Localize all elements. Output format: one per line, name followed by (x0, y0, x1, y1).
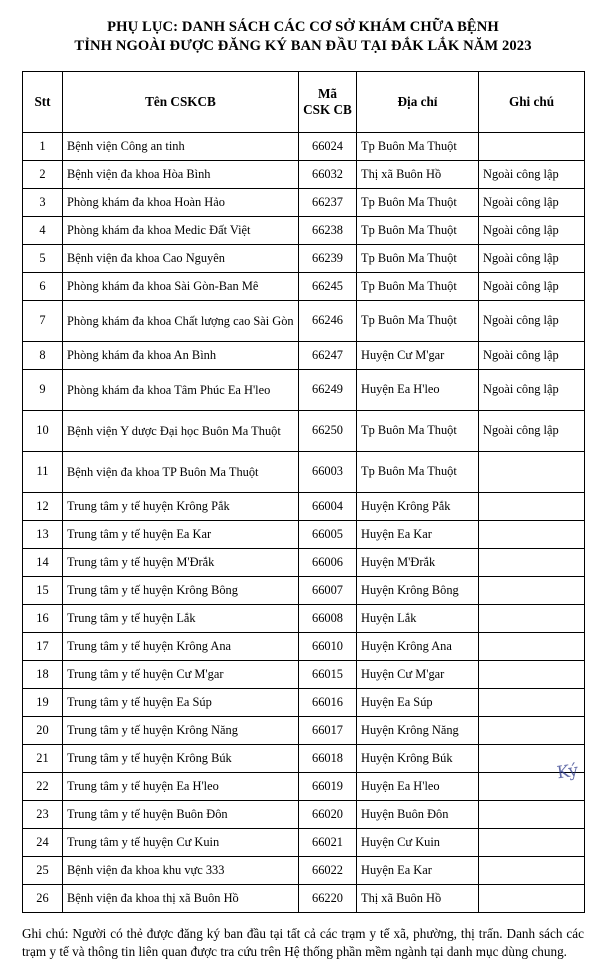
cell-address: Thị xã Buôn Hồ (357, 884, 479, 912)
cell-facility-code: 66249 (299, 369, 357, 410)
cell-stt: 5 (23, 244, 63, 272)
page-title (22, 18, 584, 57)
cell-note (479, 688, 585, 716)
table-header-row (23, 71, 585, 132)
cell-facility-name: Trung tâm y tế huyện Lắk (63, 604, 299, 632)
cell-facility-code: 66245 (299, 272, 357, 300)
cell-stt: 20 (23, 716, 63, 744)
cell-stt: 26 (23, 884, 63, 912)
cell-facility-name: Bệnh viện đa khoa Hòa Bình (63, 160, 299, 188)
cell-stt: 18 (23, 660, 63, 688)
cell-facility-name: Trung tâm y tế huyện Krông Ana (63, 632, 299, 660)
cell-address: Huyện Krông Năng (357, 716, 479, 744)
cell-stt: 24 (23, 828, 63, 856)
cell-facility-code: 66016 (299, 688, 357, 716)
cell-stt: 22 (23, 772, 63, 800)
cell-facility-code: 66220 (299, 884, 357, 912)
cell-facility-name: Phòng khám đa khoa Hoàn Hảo (63, 188, 299, 216)
cell-facility-name: Trung tâm y tế huyện Krông Pắk (63, 492, 299, 520)
table-row (23, 160, 585, 188)
cell-note (479, 548, 585, 576)
cell-facility-name: Trung tâm y tế huyện Cư Kuin (63, 828, 299, 856)
table-header (23, 71, 585, 132)
cell-note: Ngoài công lập (479, 410, 585, 451)
cell-facility-code: 66024 (299, 132, 357, 160)
column-header-name: Tên CSKCB (63, 71, 299, 132)
footnote: Ghi chú: Người có thẻ được đăng ký ban đầu tại tất cả các trạm y tế xã, phường, thị trấn. Danh sách các trạm y tế và thông tin liên quan được tra cứu trên Hệ thống phần mềm ngành tại danh mục dùng chung. (22, 925, 584, 959)
cell-facility-code: 66017 (299, 716, 357, 744)
cell-stt: 12 (23, 492, 63, 520)
facility-table (22, 71, 585, 913)
cell-note: Ngoài công lập (479, 160, 585, 188)
cell-address: Huyện Ea Kar (357, 520, 479, 548)
cell-note: Ngoài công lập (479, 369, 585, 410)
table-row (23, 341, 585, 369)
table-row (23, 828, 585, 856)
cell-address: Huyện Krông Bông (357, 576, 479, 604)
cell-facility-name: Bệnh viện Y dược Đại học Buôn Ma Thuột (63, 410, 299, 451)
column-header-address: Địa chỉ (357, 71, 479, 132)
cell-stt: 9 (23, 369, 63, 410)
cell-address: Tp Buôn Ma Thuột (357, 410, 479, 451)
cell-stt: 3 (23, 188, 63, 216)
table-row (23, 272, 585, 300)
table-row (23, 772, 585, 800)
table-row (23, 132, 585, 160)
table-row (23, 492, 585, 520)
cell-facility-name: Trung tâm y tế huyện Ea Kar (63, 520, 299, 548)
cell-facility-code: 66250 (299, 410, 357, 451)
cell-stt: 13 (23, 520, 63, 548)
cell-facility-code: 66247 (299, 341, 357, 369)
cell-note: Ngoài công lập (479, 188, 585, 216)
cell-note (479, 660, 585, 688)
cell-address: Tp Buôn Ma Thuột (357, 244, 479, 272)
column-header-code: Mã CSK CB (299, 71, 357, 132)
table-row (23, 604, 585, 632)
cell-facility-code: 66019 (299, 772, 357, 800)
cell-address: Huyện Ea H'leo (357, 369, 479, 410)
cell-stt: 15 (23, 576, 63, 604)
cell-address: Huyện Ea Súp (357, 688, 479, 716)
cell-facility-name: Phòng khám đa khoa Medic Đất Việt (63, 216, 299, 244)
cell-stt: 1 (23, 132, 63, 160)
cell-stt: 17 (23, 632, 63, 660)
cell-stt: 14 (23, 548, 63, 576)
cell-note: Ngoài công lập (479, 244, 585, 272)
cell-facility-name: Phòng khám đa khoa Sài Gòn-Ban Mê (63, 272, 299, 300)
cell-facility-name: Bệnh viện đa khoa thị xã Buôn Hồ (63, 884, 299, 912)
table-row (23, 632, 585, 660)
cell-facility-name: Bệnh viện đa khoa TP Buôn Ma Thuột (63, 451, 299, 492)
cell-address: Thị xã Buôn Hồ (357, 160, 479, 188)
cell-stt: 10 (23, 410, 63, 451)
table-row (23, 369, 585, 410)
cell-address: Huyện Krông Pắk (357, 492, 479, 520)
table-row (23, 188, 585, 216)
cell-facility-name: Trung tâm y tế huyện Cư M'gar (63, 660, 299, 688)
cell-facility-code: 66246 (299, 300, 357, 341)
cell-facility-code: 66032 (299, 160, 357, 188)
cell-address: Tp Buôn Ma Thuột (357, 188, 479, 216)
cell-facility-code: 66021 (299, 828, 357, 856)
cell-note (479, 451, 585, 492)
cell-facility-code: 66006 (299, 548, 357, 576)
cell-address: Huyện M'Đrắk (357, 548, 479, 576)
cell-facility-code: 66020 (299, 800, 357, 828)
cell-facility-name: Trung tâm y tế huyện Ea H'leo (63, 772, 299, 800)
cell-stt: 25 (23, 856, 63, 884)
cell-note (479, 800, 585, 828)
table-row (23, 244, 585, 272)
table-row (23, 451, 585, 492)
page-title-line-1: PHỤ LỤC: DANH SÁCH CÁC CƠ SỞ KHÁM CHỮA BỆNH (107, 19, 499, 35)
cell-address: Huyện Buôn Đôn (357, 800, 479, 828)
cell-facility-code: 66004 (299, 492, 357, 520)
cell-address: Huyện Ea H'leo (357, 772, 479, 800)
table-row (23, 856, 585, 884)
cell-stt: 4 (23, 216, 63, 244)
cell-note: Ngoài công lập (479, 216, 585, 244)
cell-note (479, 856, 585, 884)
cell-facility-name: Bệnh viện đa khoa Cao Nguyên (63, 244, 299, 272)
cell-note (479, 632, 585, 660)
cell-address: Huyện Krông Ana (357, 632, 479, 660)
cell-stt: 23 (23, 800, 63, 828)
cell-facility-code: 66018 (299, 744, 357, 772)
column-header-stt: Stt (23, 71, 63, 132)
table-row (23, 716, 585, 744)
table-row (23, 520, 585, 548)
cell-facility-code: 66022 (299, 856, 357, 884)
page-title-line-2: TỈNH NGOÀI ĐƯỢC ĐĂNG KÝ BAN ĐẦU TẠI ĐẮK LẮK NĂM 2023 (74, 38, 532, 55)
cell-note (479, 132, 585, 160)
cell-note (479, 716, 585, 744)
table-row (23, 548, 585, 576)
cell-address: Tp Buôn Ma Thuột (357, 272, 479, 300)
cell-note (479, 828, 585, 856)
cell-stt: 11 (23, 451, 63, 492)
cell-facility-name: Trung tâm y tế huyện Krông Búk (63, 744, 299, 772)
cell-note (479, 884, 585, 912)
cell-facility-name: Phòng khám đa khoa An Bình (63, 341, 299, 369)
cell-address: Tp Buôn Ma Thuột (357, 216, 479, 244)
cell-facility-code: 66010 (299, 632, 357, 660)
cell-stt: 2 (23, 160, 63, 188)
cell-facility-name: Trung tâm y tế huyện Ea Súp (63, 688, 299, 716)
cell-facility-code: 66238 (299, 216, 357, 244)
cell-facility-name: Phòng khám đa khoa Chất lượng cao Sài Gòn (63, 300, 299, 341)
cell-facility-code: 66008 (299, 604, 357, 632)
table-row (23, 688, 585, 716)
cell-facility-code: 66007 (299, 576, 357, 604)
cell-facility-name: Trung tâm y tế huyện M'Đrắk (63, 548, 299, 576)
column-header-note: Ghi chú (479, 71, 585, 132)
cell-facility-name: Bệnh viện đa khoa khu vực 333 (63, 856, 299, 884)
cell-address: Tp Buôn Ma Thuột (357, 300, 479, 341)
cell-stt: 8 (23, 341, 63, 369)
table-row (23, 660, 585, 688)
table-row (23, 744, 585, 772)
cell-note (479, 604, 585, 632)
table-row (23, 576, 585, 604)
table-body (23, 132, 585, 912)
signature-mark: Ký (555, 760, 580, 784)
cell-address: Huyện Ea Kar (357, 856, 479, 884)
cell-address: Tp Buôn Ma Thuột (357, 451, 479, 492)
cell-facility-code: 66015 (299, 660, 357, 688)
cell-facility-code: 66239 (299, 244, 357, 272)
table-row (23, 216, 585, 244)
table-row (23, 300, 585, 341)
cell-address: Huyện Cư M'gar (357, 341, 479, 369)
cell-facility-name: Trung tâm y tế huyện Buôn Đôn (63, 800, 299, 828)
cell-stt: 21 (23, 744, 63, 772)
cell-facility-name: Trung tâm y tế huyện Krông Năng (63, 716, 299, 744)
cell-stt: 6 (23, 272, 63, 300)
cell-note (479, 492, 585, 520)
cell-note: Ngoài công lập (479, 272, 585, 300)
cell-facility-code: 66003 (299, 451, 357, 492)
cell-address: Huyện Cư M'gar (357, 660, 479, 688)
cell-facility-code: 66237 (299, 188, 357, 216)
cell-note (479, 520, 585, 548)
cell-note (479, 576, 585, 604)
cell-facility-name: Bệnh viện Công an tinh (63, 132, 299, 160)
cell-address: Huyện Lắk (357, 604, 479, 632)
cell-facility-name: Phòng khám đa khoa Tâm Phúc Ea H'leo (63, 369, 299, 410)
cell-address: Tp Buôn Ma Thuột (357, 132, 479, 160)
cell-stt: 16 (23, 604, 63, 632)
cell-address: Huyện Cư Kuin (357, 828, 479, 856)
cell-stt: 19 (23, 688, 63, 716)
table-row (23, 884, 585, 912)
cell-facility-name: Trung tâm y tế huyện Krông Bông (63, 576, 299, 604)
cell-address: Huyện Krông Búk (357, 744, 479, 772)
cell-note: Ngoài công lập (479, 300, 585, 341)
table-row (23, 800, 585, 828)
table-row (23, 410, 585, 451)
cell-stt: 7 (23, 300, 63, 341)
cell-facility-code: 66005 (299, 520, 357, 548)
cell-note: Ngoài công lập (479, 341, 585, 369)
